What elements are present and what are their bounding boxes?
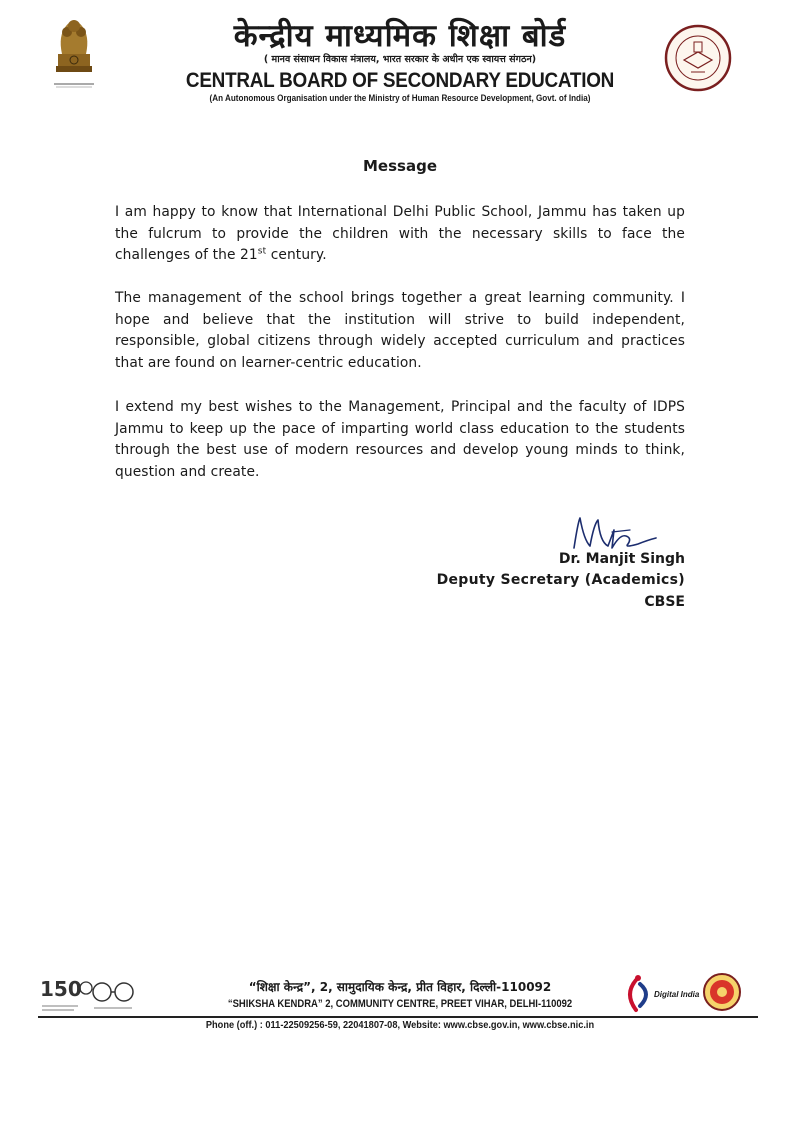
footer-address-english: “SHIKSHA KENDRA” 2, COMMUNITY CENTRE, PREET VIHAR, DELHI-110092 xyxy=(227,998,573,1010)
cbse-footer-logo-icon xyxy=(702,972,742,1012)
signatory-organisation: CBSE xyxy=(644,594,685,610)
ordinal-suffix: st xyxy=(257,246,267,257)
footer-address-hindi: “शिक्षा केन्द्र”, 2, सामुदायिक केन्द्र, प्रीत विहार, दिल्ली-110092 xyxy=(248,980,552,994)
board-hindi-subtitle: ( मानव संसाधन विकास मंत्रालय, भारत सरकार के अधीन एक स्वायत्त संगठन) xyxy=(263,54,537,65)
board-english-name: CENTRAL BOARD OF SECONDARY EDUCATION xyxy=(185,68,615,92)
footer-contact-line: Phone (off.) : 011-22509256-59, 22041807-08, Website: www.cbse.gov.in, www.cbse.nic.in xyxy=(205,1019,595,1031)
message-heading: Message xyxy=(363,157,437,175)
swachh-bharat-150-years-logo-icon xyxy=(38,972,138,1018)
message-paragraph-3: I extend my best wishes to the Management, Principal and the faculty of IDPS Jammu to keep up the pace of imparting world class education to the students through the best use of modern resources and develop young minds to think, question and create. xyxy=(115,399,685,480)
cbse-logo-icon xyxy=(664,24,732,92)
paragraph-1-text: I am happy to know that International Delhi Public School, Jammu has taken up the fulcrum to provide the children with the necessary skills to face the challenges of the 21 xyxy=(115,204,685,263)
board-english-subtitle: (An Autonomous Organisation under the Ministry of Human Resource Development, Govt. of India) xyxy=(209,93,591,103)
signatory-title: Deputy Secretary (Academics) xyxy=(436,572,685,588)
message-paragraph-1 xyxy=(115,202,685,267)
handwritten-signature xyxy=(568,512,660,552)
national-emblem-icon xyxy=(48,14,100,106)
digital-india-label: Digital India xyxy=(654,990,700,999)
board-hindi-name: केन्द्रीय माध्यमिक शिक्षा बोर्ड xyxy=(233,18,567,54)
footer-divider xyxy=(38,1016,758,1018)
message-paragraph-2: The management of the school brings together a great learning community. I hope and believe that the institution will strive to build independent, responsible, global citizens through widely accepted curriculum and practices that are found on learner-centric education. xyxy=(115,290,685,371)
signatory-name: Dr. Manjit Singh xyxy=(558,551,685,567)
svg-text:150: 150 xyxy=(40,977,82,1001)
paragraph-1-tail: century. xyxy=(266,247,327,263)
